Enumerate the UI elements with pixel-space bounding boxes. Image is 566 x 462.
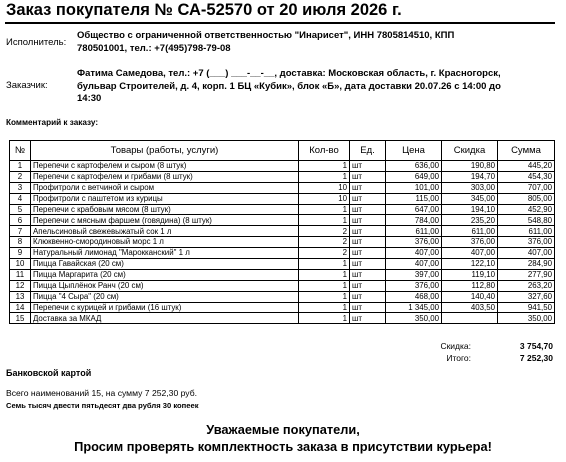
- table-header-row: [10, 141, 555, 161]
- cell-sum: 805,00: [498, 193, 555, 204]
- cell-sum: 327,60: [498, 291, 555, 302]
- header-discount: Скидка: [442, 141, 498, 161]
- cell-unit: шт: [350, 204, 386, 215]
- cell-unit: шт: [350, 313, 386, 324]
- cell-num: 9: [10, 248, 31, 259]
- total-in-words: Семь тысяч двести пятьдесят два рубля 30 копеек: [6, 401, 199, 410]
- executor-label: Исполнитель:: [6, 37, 67, 48]
- cell-discount: 140,40: [442, 291, 498, 302]
- cell-discount: 235,20: [442, 215, 498, 226]
- cell-price: 647,00: [386, 204, 442, 215]
- cell-unit: шт: [350, 215, 386, 226]
- cell-name: Пицца Маргарита (20 см): [31, 269, 299, 280]
- cell-name: Пицца Гавайская (20 см): [31, 259, 299, 270]
- cell-qty: 1: [299, 171, 350, 182]
- cell-discount: 403,50: [442, 302, 498, 313]
- cell-sum: 376,00: [498, 237, 555, 248]
- table-row: [10, 215, 555, 226]
- cell-unit: шт: [350, 182, 386, 193]
- header-qty: Кол-во: [299, 141, 350, 161]
- customer-line-1: Фатима Самедова, тел.: +7 (___) ___-__-__, доставка: Московская область, г. Красногорск,: [77, 68, 501, 79]
- cell-name: Перепечи с крабовым мясом (8 штук): [31, 204, 299, 215]
- cell-qty: 1: [299, 291, 350, 302]
- cell-price: 407,00: [386, 259, 442, 270]
- cell-sum: 548,80: [498, 215, 555, 226]
- cell-num: 4: [10, 193, 31, 204]
- cell-discount: 119,10: [442, 269, 498, 280]
- cell-discount: 376,00: [442, 237, 498, 248]
- cell-num: 12: [10, 280, 31, 291]
- comment-label: Комментарий к заказу:: [6, 118, 99, 127]
- cell-num: 1: [10, 161, 31, 172]
- cell-sum: 407,00: [498, 248, 555, 259]
- cell-unit: шт: [350, 280, 386, 291]
- customer-label: Заказчик:: [6, 80, 48, 91]
- cell-name: Апельсиновый свежевыжатый сок 1 л: [31, 226, 299, 237]
- table-row: [10, 259, 555, 270]
- grand-total-label: Итого:: [446, 353, 471, 363]
- cell-qty: 1: [299, 259, 350, 270]
- cell-sum: 454,30: [498, 171, 555, 182]
- order-items-table: [9, 140, 555, 324]
- cell-qty: 1: [299, 269, 350, 280]
- cell-discount: 194,70: [442, 171, 498, 182]
- cell-unit: шт: [350, 269, 386, 280]
- cell-num: 3: [10, 182, 31, 193]
- cell-price: 611,00: [386, 226, 442, 237]
- header-price: Цена: [386, 141, 442, 161]
- cell-name: Пицца Цыплёнок Ранч (20 см): [31, 280, 299, 291]
- cell-num: 11: [10, 269, 31, 280]
- cell-price: 636,00: [386, 161, 442, 172]
- header-sum: Сумма: [498, 141, 555, 161]
- table-row: [10, 226, 555, 237]
- cell-discount: 303,00: [442, 182, 498, 193]
- cell-price: 784,00: [386, 215, 442, 226]
- cell-qty: 2: [299, 237, 350, 248]
- cell-qty: 1: [299, 161, 350, 172]
- executor-line-2: 780501001, тел.: +7(495)798-79-08: [77, 42, 231, 54]
- cell-price: 468,00: [386, 291, 442, 302]
- cell-qty: 1: [299, 204, 350, 215]
- cell-name: Натуральный лимонад "Марокканский" 1 л: [31, 248, 299, 259]
- cell-qty: 1: [299, 302, 350, 313]
- items-count-summary: Всего наименований 15, на сумму 7 252,30 руб.: [6, 388, 198, 398]
- cell-qty: 2: [299, 226, 350, 237]
- customer-line-2: бульвар Строителей, д. 4, корп. 1 БЦ «Кубик», блок «Б», дата доставки 20.07.26 с 14:00 до: [77, 80, 501, 92]
- cell-price: 350,00: [386, 313, 442, 324]
- cell-qty: 1: [299, 313, 350, 324]
- cell-num: 8: [10, 237, 31, 248]
- cell-discount: 194,10: [442, 204, 498, 215]
- cell-name: Перепечи с мясным фаршем (говядина) (8 штук): [31, 215, 299, 226]
- cell-num: 10: [10, 259, 31, 270]
- cell-sum: 350,00: [498, 313, 555, 324]
- table-row: [10, 204, 555, 215]
- cell-unit: шт: [350, 302, 386, 313]
- cell-sum: 941,50: [498, 302, 555, 313]
- cell-qty: 1: [299, 215, 350, 226]
- cell-name: Профитроли с паштетом из курицы: [31, 193, 299, 204]
- cell-num: 2: [10, 171, 31, 182]
- table-row: [10, 171, 555, 182]
- discount-total-label: Скидка:: [440, 341, 471, 351]
- table-row: [10, 237, 555, 248]
- cell-num: 14: [10, 302, 31, 313]
- cell-price: 115,00: [386, 193, 442, 204]
- table-row: [10, 182, 555, 193]
- table-row: [10, 302, 555, 313]
- page-title: Заказ покупателя № СА-52570 от 20 июля 2026 г.: [6, 1, 402, 19]
- title-divider: [5, 22, 555, 24]
- cell-discount: 611,00: [442, 226, 498, 237]
- cell-qty: 10: [299, 193, 350, 204]
- discount-total-value: 3 754,70: [519, 341, 553, 351]
- table-row: [10, 280, 555, 291]
- executor-info: [77, 30, 454, 55]
- cell-sum: 611,00: [498, 226, 555, 237]
- cell-discount: 345,00: [442, 193, 498, 204]
- cell-discount: [442, 313, 498, 324]
- customer-info: [77, 68, 501, 106]
- cell-discount: 190,80: [442, 161, 498, 172]
- table-row: [10, 248, 555, 259]
- header-num: №: [10, 141, 31, 161]
- cell-price: 101,00: [386, 182, 442, 193]
- cell-sum: 452,90: [498, 204, 555, 215]
- header-name: Товары (работы, услуги): [31, 141, 299, 161]
- cell-unit: шт: [350, 226, 386, 237]
- cell-qty: 1: [299, 280, 350, 291]
- cell-name: Профитроли с ветчиной и сыром: [31, 182, 299, 193]
- cell-name: Перепечи с курицей и грибами (16 штук): [31, 302, 299, 313]
- cell-unit: шт: [350, 259, 386, 270]
- cell-num: 15: [10, 313, 31, 324]
- cell-sum: 263,20: [498, 280, 555, 291]
- footer-notice: Просим проверять комплектность заказа в присутствии курьера!: [74, 439, 492, 454]
- header-unit: Ед.: [350, 141, 386, 161]
- cell-name: Перепечи с картофелем и сыром (8 штук): [31, 161, 299, 172]
- cell-unit: шт: [350, 248, 386, 259]
- cell-unit: шт: [350, 171, 386, 182]
- table-row: [10, 161, 555, 172]
- cell-sum: 707,00: [498, 182, 555, 193]
- cell-qty: 2: [299, 248, 350, 259]
- payment-method: Банковской картой: [6, 368, 92, 378]
- cell-name: Доставка за МКАД: [31, 313, 299, 324]
- cell-name: Перепечи с картофелем и грибами (8 штук): [31, 171, 299, 182]
- executor-line-1: Общество с ограниченной ответственностью "Инарисет", ИНН 7805814510, КПП: [77, 30, 455, 41]
- cell-discount: 122,10: [442, 259, 498, 270]
- cell-price: 397,00: [386, 269, 442, 280]
- cell-price: 1 345,00: [386, 302, 442, 313]
- cell-price: 407,00: [386, 248, 442, 259]
- cell-num: 7: [10, 226, 31, 237]
- table-row: [10, 193, 555, 204]
- cell-unit: шт: [350, 291, 386, 302]
- cell-price: 376,00: [386, 237, 442, 248]
- customer-line-3: 14:30: [77, 93, 102, 104]
- table-row: [10, 291, 555, 302]
- cell-unit: шт: [350, 237, 386, 248]
- cell-unit: шт: [350, 193, 386, 204]
- cell-sum: 284,90: [498, 259, 555, 270]
- cell-discount: 407,00: [442, 248, 498, 259]
- cell-num: 5: [10, 204, 31, 215]
- cell-name: Пицца "4 Сыра" (20 см): [31, 291, 299, 302]
- cell-discount: 112,80: [442, 280, 498, 291]
- cell-num: 6: [10, 215, 31, 226]
- cell-qty: 10: [299, 182, 350, 193]
- cell-sum: 277,90: [498, 269, 555, 280]
- footer-greeting: Уважаемые покупатели,: [206, 422, 360, 437]
- cell-name: Клюквенно-смородиновый морс 1 л: [31, 237, 299, 248]
- cell-unit: шт: [350, 161, 386, 172]
- table-row: [10, 269, 555, 280]
- table-row: [10, 313, 555, 324]
- cell-price: 649,00: [386, 171, 442, 182]
- grand-total-value: 7 252,30: [519, 353, 553, 363]
- cell-num: 13: [10, 291, 31, 302]
- cell-price: 376,00: [386, 280, 442, 291]
- cell-sum: 445,20: [498, 161, 555, 172]
